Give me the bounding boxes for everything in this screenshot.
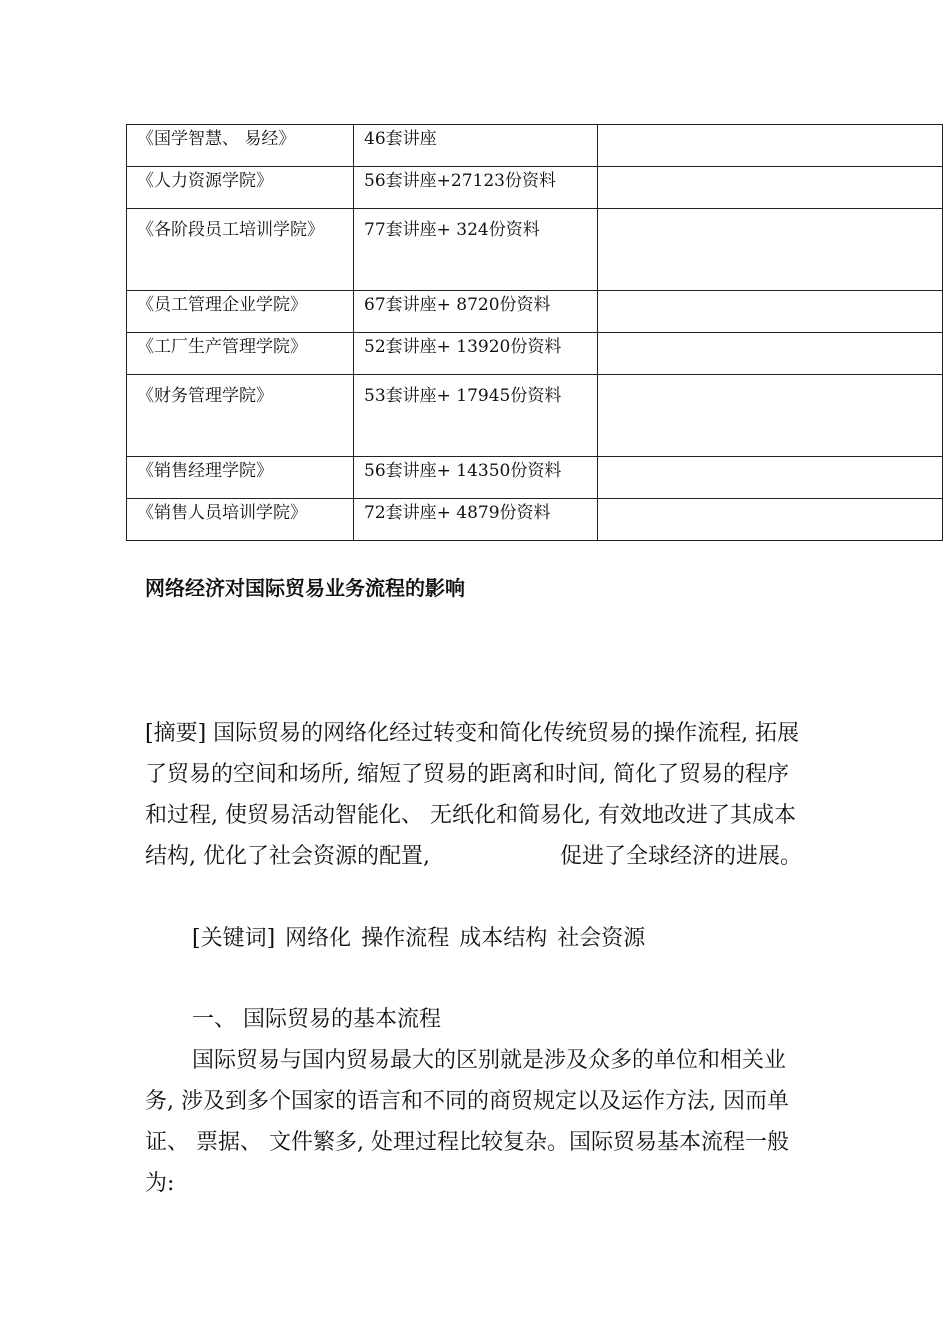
course-name-cell: 《销售经理学院》 [127, 457, 354, 499]
course-note-cell [598, 125, 943, 167]
course-content-cell: 46套讲座 [354, 125, 598, 167]
table-row [127, 209, 943, 291]
course-content-cell: 52套讲座+ 13920份资料 [354, 333, 598, 375]
course-note-cell [598, 499, 943, 541]
course-content-cell: 67套讲座+ 8720份资料 [354, 291, 598, 333]
course-catalog-table [126, 124, 943, 541]
course-name-cell: 《员工管理企业学院》 [127, 291, 354, 333]
table-row [127, 499, 943, 541]
course-content-cell: 77套讲座+ 324份资料 [354, 209, 598, 291]
course-name-cell: 《工厂生产管理学院》 [127, 333, 354, 375]
course-note-cell [598, 167, 943, 209]
table-row [127, 291, 943, 333]
table-row [127, 375, 943, 457]
course-name-cell: 《国学智慧、 易经》 [127, 125, 354, 167]
course-note-cell [598, 457, 943, 499]
keyword: 操作流程 [361, 926, 450, 951]
abstract-text: [摘要] 国际贸易的网络化经过转变和简化传统贸易的操作流程, 拓展了贸易的空间和场所, 缩短了贸易的距离和时间, 简化了贸易的程序和过程, 使贸易活动智能化、 无纸化和简易化, 有效地改进了其成本结构, 优化了社会资源的配置, [145, 721, 800, 869]
table-row [127, 457, 943, 499]
course-note-cell [598, 291, 943, 333]
course-content-cell: 72套讲座+ 4879份资料 [354, 499, 598, 541]
course-note-cell [598, 333, 943, 375]
course-content-cell: 53套讲座+ 17945份资料 [354, 375, 598, 457]
section-body-paragraph: 国际贸易与国内贸易最大的区别就是涉及众多的单位和相关业务, 涉及到多个国家的语言和不同的商贸规定以及运作方法, 因而单证、 票据、 文件繁多, 处理过程比较复杂。国际贸易基本流程一般为: [145, 1048, 789, 1196]
keywords-label: [关键词] [192, 926, 276, 951]
table-row [127, 333, 943, 375]
course-content-cell: 56套讲座+ 14350份资料 [354, 457, 598, 499]
course-name-cell: 《财务管理学院》 [127, 375, 354, 457]
keywords-line [192, 918, 857, 959]
course-note-cell [598, 375, 943, 457]
keyword: 成本结构 [459, 926, 548, 951]
table-row [127, 167, 943, 209]
abstract-paragraph [145, 713, 810, 877]
article-title: 网络经济对国际贸易业务流程的影响 [145, 576, 465, 600]
course-name-cell: 《各阶段员工培训学院》 [127, 209, 354, 291]
course-content-cell: 56套讲座+27123份资料 [354, 167, 598, 209]
table-row [127, 125, 943, 167]
course-name-cell: 《人力资源学院》 [127, 167, 354, 209]
abstract-text-end: 促进了全球经济的进展。 [559, 844, 802, 869]
section-heading: 一、 国际贸易的基本流程 [192, 1007, 441, 1032]
keyword: 社会资源 [557, 926, 646, 951]
course-name-cell: 《销售人员培训学院》 [127, 499, 354, 541]
keyword: 网络化 [285, 926, 352, 951]
course-note-cell [598, 209, 943, 291]
